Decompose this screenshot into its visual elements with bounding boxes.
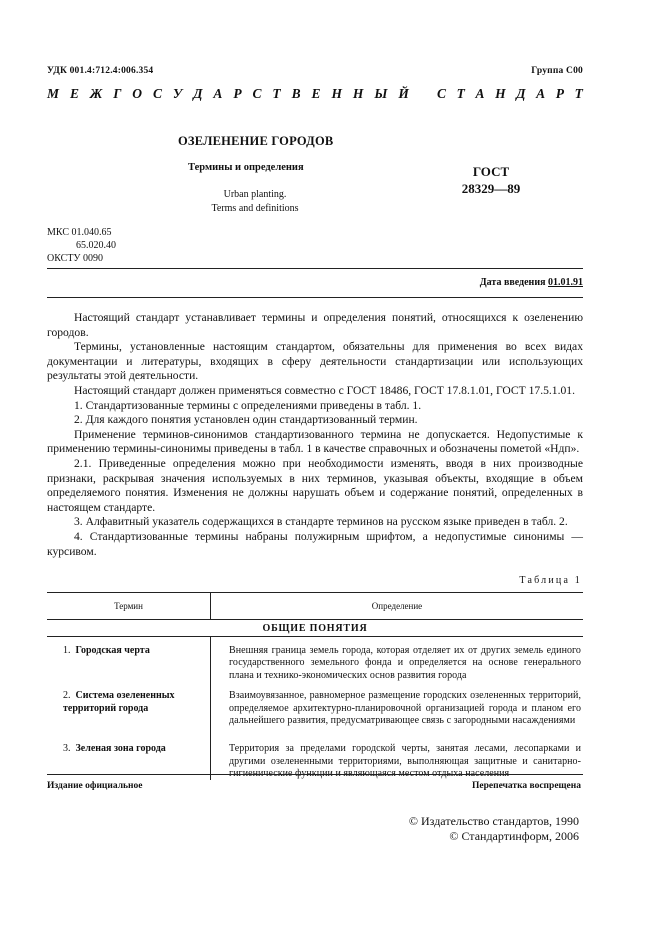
- banner-letter: Д: [193, 86, 203, 101]
- term-name: Система озелененных территорий города: [63, 690, 175, 714]
- edition-note: Издание официальное: [47, 781, 143, 791]
- banner-word-standard: [437, 86, 583, 102]
- english-title-line1: Urban planting.: [223, 189, 287, 200]
- divider: [47, 268, 583, 269]
- banner-letter: Ж: [89, 86, 103, 101]
- banner-letter: Н: [495, 86, 506, 101]
- table-row: [47, 637, 583, 683]
- column-header-definition: Определение: [211, 593, 584, 620]
- banner-letter: Н: [352, 86, 364, 101]
- definition-cell: Внешняя граница земель города, которая отделяет их от других земель единого государственного земельного фонда и определяется на основе генерального плана и технико-экономических основ развития города: [229, 645, 581, 681]
- banner-letter: Т: [272, 86, 281, 101]
- table-label: Таблица 1: [519, 575, 582, 586]
- paragraph: 2. Для каждого понятия установлен один стандартизованный термин.: [74, 413, 418, 427]
- okstu-code: ОКСТУ 0090: [47, 253, 104, 264]
- intro-date-label: Дата введения: [479, 277, 548, 288]
- term-number: 1.: [63, 645, 71, 656]
- banner-letter: М: [47, 86, 60, 101]
- table-header-row: [47, 593, 583, 620]
- paragraph: Настоящий стандарт устанавливает термины и определения понятий, относящихся к озеленению городов.: [47, 311, 583, 339]
- document-title: ОЗЕЛЕНЕНИЕ ГОРОДОВ: [178, 134, 334, 148]
- divider: [47, 297, 583, 298]
- paragraph: 2.1. Приведенные определения можно при необходимости изменять, вводя в них производные признаки, раскрывая значения используемых в них терминов, указывая объекты, входящие в объем определяемого понятия. Изменения не должны нарушать объем и содержание понятий, определенных в настоящем стандарте.: [47, 456, 583, 514]
- banner-letter: А: [475, 86, 485, 101]
- banner-letter: О: [132, 86, 143, 101]
- term-number: 3.: [63, 743, 71, 755]
- gost-label: ГОСТ: [472, 164, 510, 179]
- mks-code: МКС 01.040.65: [47, 227, 112, 238]
- banner-letter: С: [437, 86, 447, 101]
- terms-table: [47, 592, 583, 780]
- term-cell: [47, 637, 211, 683]
- banner-letter: Р: [233, 86, 242, 101]
- banner-letter: Г: [113, 86, 122, 101]
- banner-letter: С: [252, 86, 262, 101]
- table-row: [47, 682, 583, 735]
- banner-letter: Д: [516, 86, 526, 101]
- english-title-line2: Terms and definitions: [211, 203, 299, 214]
- group-code: Группа С00: [531, 66, 583, 76]
- paragraph: 1. Стандартизованные термины с определениями приведены в табл. 1.: [74, 398, 422, 412]
- document-subtitle: Термины и определения: [188, 162, 304, 173]
- udk-code: УДК 001.4:712.4:006.354: [47, 66, 154, 76]
- intro-date: [480, 277, 583, 288]
- definition-cell: Территория за пределами городской черты, занятая лесами, лесопарками и другими озелененными территориями, выполняющая защитные и санитарно-гигиенические функции и являющаяся местом отдыха населения: [229, 743, 581, 780]
- paragraph: Применение терминов-синонимов стандартизованного термина не допускается. Недопустимые к применению термины-синонимы приведены в табл. 1 в качестве справочных и обозначены пометой «Ндп».: [47, 427, 583, 456]
- divider: [47, 774, 583, 775]
- copyright-publisher: © Издательство стандартов, 1990: [408, 814, 579, 828]
- paragraph: 4. Стандартизованные термины набраны полужирным шрифтом, а недопустимые синонимы — курсивом.: [47, 529, 583, 558]
- banner-word-interstate: [47, 86, 409, 102]
- banner-letter: А: [536, 86, 546, 101]
- banner-letter: В: [291, 86, 301, 101]
- body-text: [47, 311, 583, 559]
- banner-letter: Т: [574, 86, 583, 101]
- banner-letter: Н: [331, 86, 342, 101]
- banner-letter: Ы: [374, 86, 388, 101]
- term-name: Зеленая зона города: [75, 743, 166, 755]
- intro-date-value: 01.01.91: [548, 277, 583, 288]
- term-name: Городская черта: [75, 645, 150, 656]
- paragraph: Термины, установленные настоящим стандартом, обязательны для применения во всех видах документации и литературы, входящих в сферу деятельности стандартизации или использующих результаты этой деятельности.: [47, 340, 583, 383]
- banner-letter: Й: [398, 86, 409, 101]
- paragraph: 3. Алфавитный указатель содержащихся в стандарте терминов на русском языке приведен в табл. 2.: [74, 515, 568, 529]
- paragraph: Настоящий стандарт должен применяться совместно с ГОСТ 18486, ГОСТ 17.8.1.01, ГОСТ 17.5.1.01.: [74, 383, 575, 397]
- gost-number: 28329—89: [461, 181, 521, 196]
- column-header-term: Термин: [47, 593, 211, 620]
- section-row: [47, 620, 583, 637]
- term-cell: [47, 682, 211, 735]
- term-number: 2.: [63, 690, 71, 702]
- banner-letter: Р: [555, 86, 565, 101]
- mks-code-second: 65.020.40: [76, 240, 116, 251]
- banner-letter: С: [152, 86, 162, 101]
- banner-letter: Е: [69, 86, 79, 101]
- reprint-note: Перепечатка воспрещена: [471, 781, 581, 791]
- banner-letter: Т: [456, 86, 465, 101]
- banner-letter: А: [213, 86, 223, 101]
- banner-letter: У: [172, 86, 183, 101]
- standard-banner: [47, 86, 583, 102]
- copyright-standartinform: © Стандартинформ, 2006: [449, 829, 579, 843]
- banner-letter: Е: [311, 86, 321, 101]
- section-title: ОБЩИЕ ПОНЯТИЯ: [47, 620, 583, 637]
- definition-cell: Взаимоувязанное, равномерное размещение городских озелененных территорий, определяемое архитектурно-планировочной организацией города и планом его дальнейшего развития, предусматривающее связь с загородными насаждениями: [229, 690, 581, 727]
